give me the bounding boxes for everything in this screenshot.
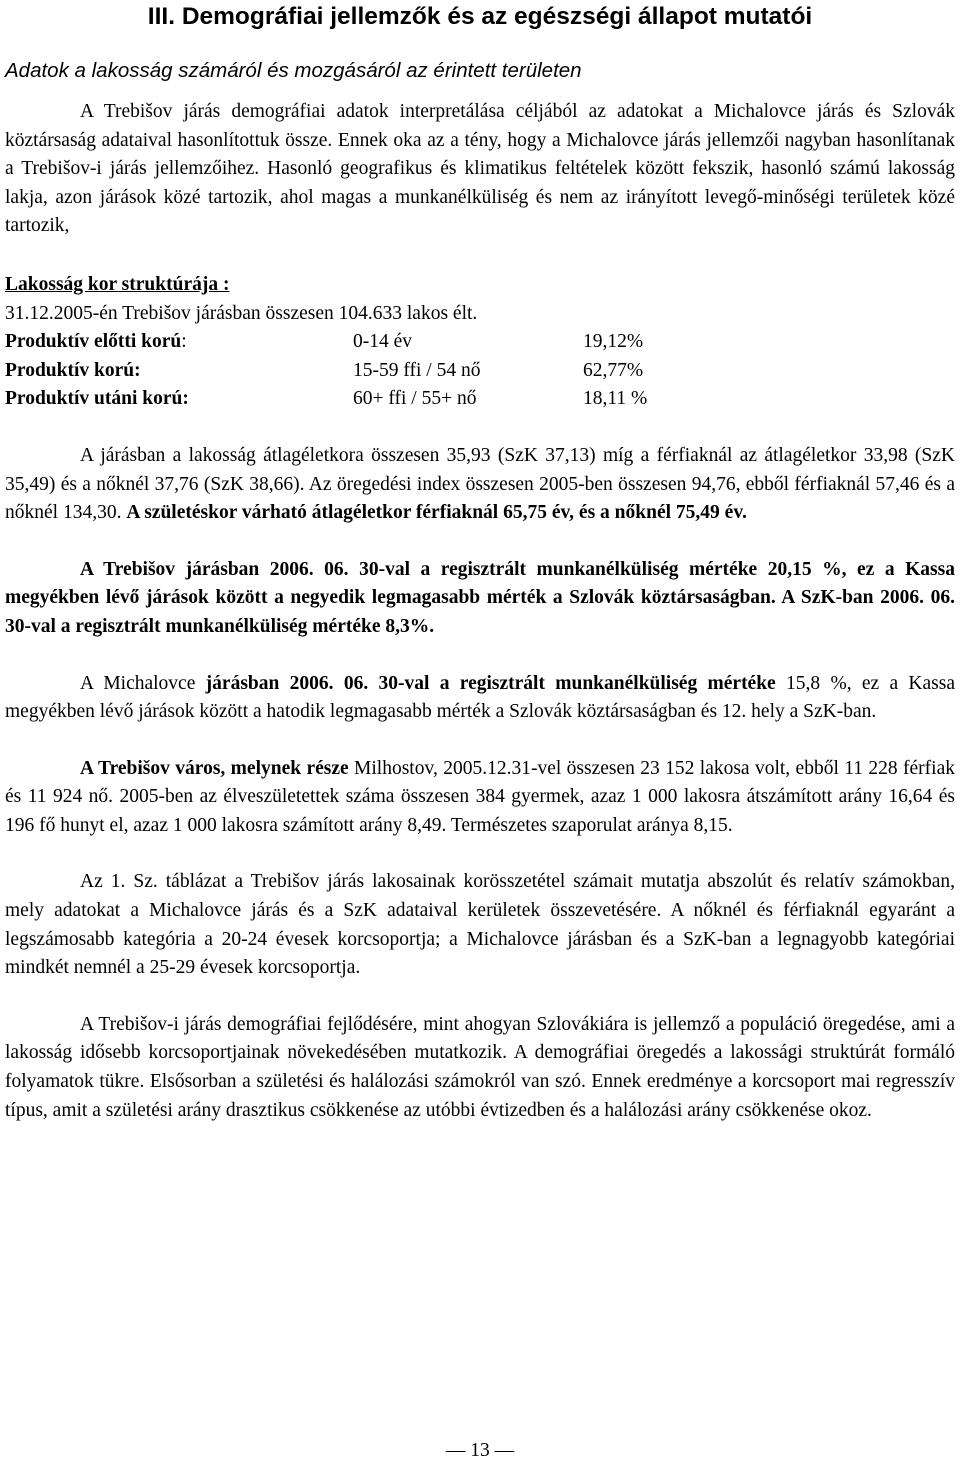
- michalovce-text-c: járásban 2006. 06. 30-val a regisztrált munkanélküliség mértéke: [205, 672, 776, 694]
- age-structure-table: [5, 328, 647, 414]
- paragraph-michalovce-unemployment: [5, 670, 955, 727]
- trebisov-city-text: Milhostov, 2005.12.31-vel összesen 23 152 lakosa volt, ebből 11 228 férfiak és 11 924 nő. 2005-ben az élveszületettek száma összesen 384 gyermek, azaz 1 000 lakosra átszámított arány 16,64 és 196 fő hunyt el, azaz 1 000 lakosra számított arány 8,49. Természetes szaporulat aránya 8,15.: [5, 757, 955, 836]
- age-row-label: [5, 328, 353, 357]
- age-structure-intro: 31.12.2005-én Trebišov járásban összesen 104.633 lakos élt.: [5, 302, 478, 324]
- age-label-text: Produktív korú:: [5, 359, 141, 381]
- michalovce-text-a: A: [80, 672, 104, 694]
- michalovce-text-b: Michalovce: [103, 672, 206, 694]
- paragraph-trebisov-city: [5, 755, 955, 841]
- age-row-percent: 62,77%: [583, 359, 644, 381]
- age-structure-title: Lakosság kor struktúrája :: [5, 273, 230, 295]
- life-expectancy-highlight: A születéskor várható átlagéletkor férfiaknál 65,75 év, és a nőknél 75,49 év.: [126, 502, 747, 524]
- age-row-percent: 18,11 %: [583, 388, 648, 410]
- subsection-title: Adatok a lakosság számáról és mozgásáról az érintett területen: [5, 59, 582, 82]
- age-label-text: Produktív utáni korú:: [5, 388, 189, 410]
- paragraph-aging: A Trebišov-i járás demográfiai fejlődésére, mint ahogyan Szlovákiára is jellemző a populáció öregedése, ami a lakosság idősebb korcsoportjainak növekedésében mutatkozik. A demográfiai öregedés a lakossági struktúrát formáló folyamatok tükre. Elsősorban a születési és halálozási számokról van szó. Ennek eredménye a korcsoport mai regresszív típus, amit a születési arány drasztikus csökkenése az utóbbi évtizedben és a halálozási arány csökkenése okoz.: [5, 1013, 955, 1121]
- age-label-text: Produktív előtti korú: [5, 331, 182, 353]
- age-label-suffix: :: [181, 331, 187, 353]
- age-row-label: [5, 357, 353, 386]
- paragraph-trebisov-unemployment: A Trebišov járásban 2006. 06. 30-val a regisztrált munkanélküliség mértéke 20,15 %, ez a Kassa megyékben lévő járások között a negyedik legmagasabb mérték a Szlovák köztársaságban. A SzK-ban 2006. 06. 30-val a regisztrált munkanélküliség mértéke 8,3%.: [5, 558, 955, 637]
- age-row-range: 15-59 ffi / 54 nő: [353, 359, 481, 381]
- age-row-range: 60+ ffi / 55+ nő: [353, 388, 477, 410]
- life-expectancy-text: A járásban a lakosság átlagéletkora összesen 35,93 (SzK 37,13) míg a férfiaknál az átlagéletkor 33,98 (SzK 35,49) és a nőknél 37,76 (SzK 38,66). Az öregedési index összesen 2005-ben összesen 94,76, ebből férfiaknál 57,46 és a nőknél 134,30.: [5, 444, 955, 524]
- age-row: [5, 385, 647, 414]
- age-row-range: 0-14 év: [353, 331, 413, 353]
- paragraph-intro: A Trebišov járás demográfiai adatok interpretálása céljából az adatokat a Michalovce járás és Szlovák köztársaság adataival hasonlítottuk össze. Ennek oka az a tény, hogy a Michalovce járás jellemzői nagyban hasonlítanak a Trebišov-i járás jellemzőihez. Hasonló geografikus és klimatikus feltételek között fekszik, hasonló számú lakosság lakja, azon járások közé tartozik, ahol magas a munkanélküliség és nem az irányított levegő-minőségi területek közé tartozik,: [5, 101, 955, 237]
- age-row-label: [5, 385, 353, 414]
- age-structure-heading: [5, 271, 955, 300]
- section-heading: III. Demográfiai jellemzők és az egészségi állapot mutatói: [147, 3, 813, 30]
- age-row: [5, 357, 647, 386]
- age-row-percent: 19,12%: [583, 331, 644, 353]
- age-row: [5, 328, 647, 357]
- michalovce-text-d: 15,8 %, ez a Kassa megyékben lévő járások között a hatodik legmagasabb mérték a Szlovák köztársaságban és 12. hely a SzK-ban.: [5, 672, 956, 723]
- paragraph-life-expectancy: [5, 442, 955, 528]
- paragraph-age-table-note: Az 1. Sz. táblázat a Trebišov járás lakosainak korösszetétel számait mutatja abszolút és relatív számokban, mely adatokat a Michalovce járás és a SzK adataival kerületek összevetésére. A nőknél és férfiaknál egyaránt a legszámosabb kategória a 20-24 évesek korcsoportja; a Michalovce járásban és a SzK-ban a legnagyobb kategóriai mindkét nemnél a 25-29 évesek korcsoportja.: [5, 871, 955, 979]
- trebisov-city-bold: A Trebišov város, melynek része: [80, 757, 349, 779]
- page-number: — 13 —: [445, 1440, 515, 1461]
